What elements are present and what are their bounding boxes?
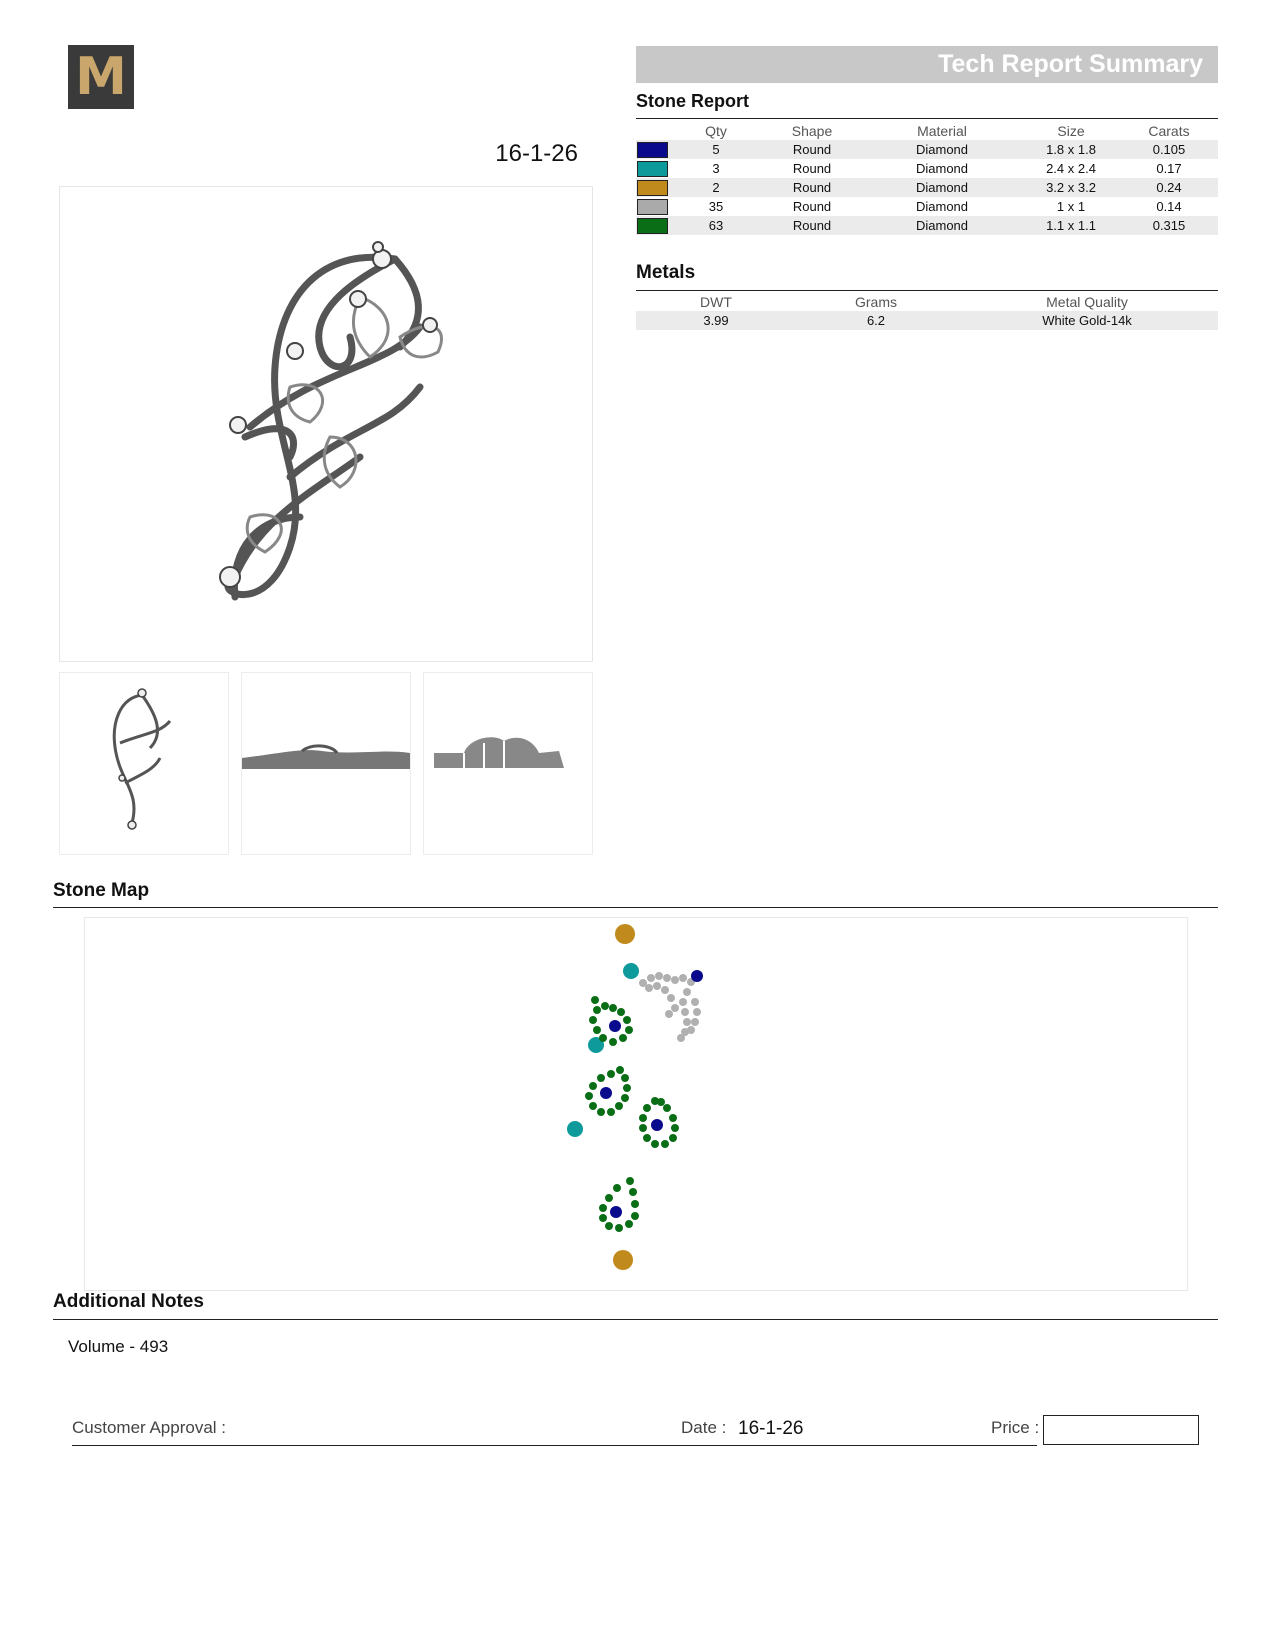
- table-row: [636, 178, 1218, 197]
- stone-report-divider: [636, 118, 1218, 119]
- stone-shape: Round: [762, 178, 862, 197]
- report-title: Tech Report Summary: [938, 50, 1203, 78]
- customer-approval-label: Customer Approval :: [72, 1418, 227, 1437]
- stone-report-table: [636, 121, 1218, 235]
- report-header-banner: [636, 46, 1218, 83]
- company-logo: [68, 45, 134, 109]
- stone-material: Diamond: [862, 178, 1022, 197]
- stone-shape: Round: [792, 161, 832, 176]
- shape-column-header: Shape: [791, 122, 833, 139]
- pendant-render-image: [60, 187, 592, 661]
- grams-column-header: Grams: [855, 293, 897, 310]
- metal-grams: 6.2: [796, 311, 956, 330]
- metals-divider: [636, 290, 1218, 291]
- stone-qty: 3: [712, 161, 720, 176]
- metals-title: Metals: [636, 262, 696, 283]
- stone-shape: Round: [762, 216, 862, 235]
- additional-notes-title: Additional Notes: [53, 1291, 204, 1312]
- table-row: [636, 311, 1218, 330]
- price-field[interactable]: [1043, 1415, 1199, 1445]
- color-swatch-teal: [637, 161, 668, 177]
- main-product-view: [59, 186, 593, 662]
- report-date: 16-1-26: [495, 140, 578, 167]
- stone-material: Diamond: [915, 199, 969, 214]
- thumbnail-front-view[interactable]: [59, 672, 229, 855]
- metal-dwt: 3.99: [636, 311, 796, 330]
- stone-size: 3.2 x 3.2: [1022, 178, 1120, 197]
- metals-table: [636, 292, 1218, 330]
- notes-divider: [53, 1319, 1218, 1320]
- quality-column-header: Metal Quality: [1046, 293, 1128, 310]
- stone-size: 1.1 x 1.1: [1022, 216, 1120, 235]
- color-swatch-silver: [637, 199, 668, 215]
- dwt-column-header: DWT: [700, 293, 732, 310]
- color-swatch-green: [637, 218, 668, 234]
- stone-carats: 0.105: [1120, 140, 1218, 159]
- stone-carats: 0.315: [1120, 216, 1218, 235]
- stone-map-diagram: [84, 917, 1188, 1291]
- stone-size: 2.4 x 2.4: [1046, 161, 1096, 176]
- table-row: [636, 140, 1218, 159]
- stone-table-header: [636, 121, 1218, 140]
- metal-quality: White Gold-14k: [956, 311, 1218, 330]
- table-row: [636, 197, 1218, 216]
- approval-date-label: Date :: [681, 1418, 727, 1437]
- stone-size: 1 x 1: [1056, 199, 1086, 214]
- stone-shape: Round: [792, 199, 832, 214]
- stone-qty: 2: [670, 178, 762, 197]
- stone-carats: 0.24: [1120, 178, 1218, 197]
- stone-shape: Round: [762, 140, 862, 159]
- metals-table-header: [636, 292, 1218, 311]
- stone-map-divider: [53, 907, 1218, 908]
- stone-carats: 0.14: [1156, 199, 1182, 214]
- price-label: Price :: [991, 1418, 1040, 1437]
- stone-qty: 5: [670, 140, 762, 159]
- stone-material: Diamond: [862, 216, 1022, 235]
- color-column-header: [636, 121, 670, 140]
- thumbnail-top-view[interactable]: [423, 672, 593, 855]
- stone-qty: 63: [670, 216, 762, 235]
- stone-map-title: Stone Map: [53, 880, 150, 901]
- table-row: [636, 216, 1218, 235]
- stone-size: 1.8 x 1.8: [1022, 140, 1120, 159]
- stone-material: Diamond: [862, 140, 1022, 159]
- notes-text: Volume - 493: [68, 1337, 169, 1356]
- approval-signature-line: [72, 1445, 1037, 1446]
- material-column-header: Material: [917, 122, 967, 139]
- stone-carats: 0.17: [1156, 161, 1182, 176]
- stone-layout-map: [85, 918, 1187, 1290]
- stone-qty: 35: [708, 199, 724, 214]
- stone-report-title: Stone Report: [636, 91, 750, 111]
- color-swatch-gold: [637, 180, 668, 196]
- color-swatch-navy: [637, 142, 668, 158]
- pendant-side-thumbnail: [242, 673, 410, 854]
- table-row: [636, 159, 1218, 178]
- stone-material: Diamond: [915, 161, 969, 176]
- thumbnail-side-view[interactable]: [241, 672, 411, 855]
- approval-date-value: 16-1-26: [738, 1418, 804, 1439]
- pendant-front-thumbnail: [60, 673, 228, 854]
- pendant-top-thumbnail: [424, 673, 592, 854]
- qty-column-header: Qty: [705, 122, 727, 139]
- carats-column-header: Carats: [1148, 122, 1190, 139]
- logo-letter: M: [75, 47, 127, 107]
- size-column-header: Size: [1057, 122, 1085, 139]
